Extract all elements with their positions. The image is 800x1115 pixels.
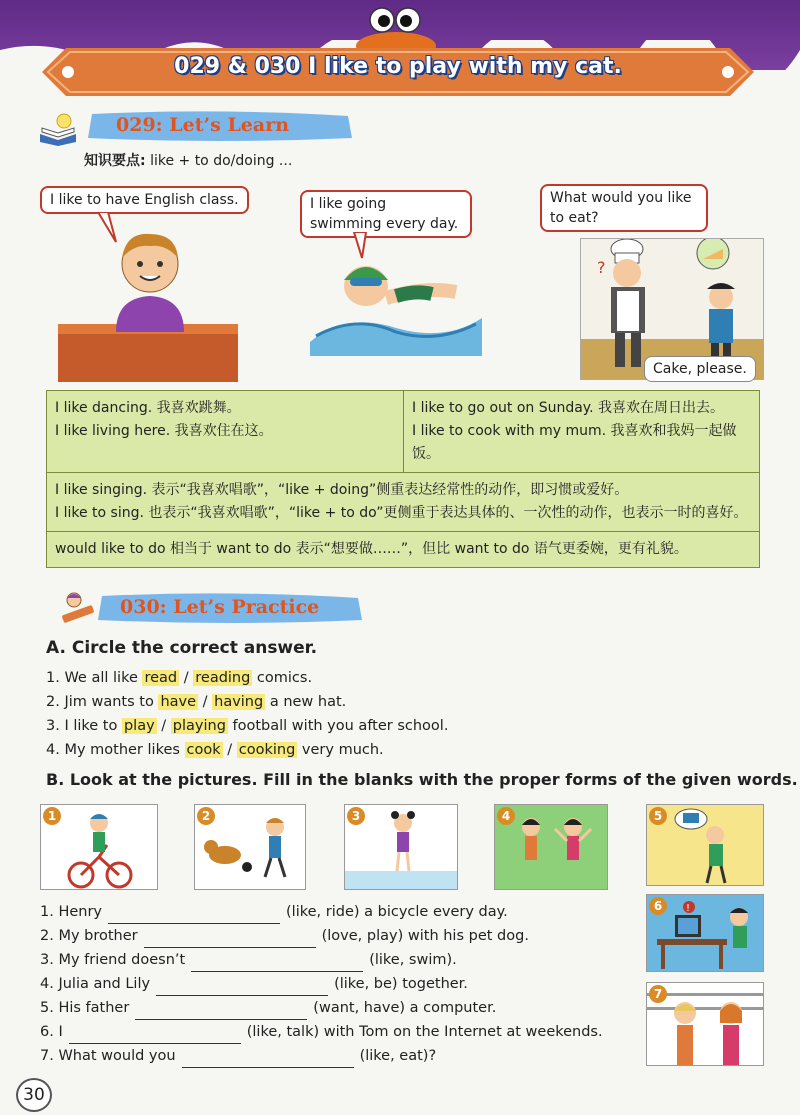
svg-text:!: !: [686, 903, 691, 914]
part-a-heading: A. Circle the correct answer.: [46, 638, 318, 658]
picture-5-computer: [646, 804, 764, 886]
learn-section-label: 029: Let’s Learn: [116, 114, 290, 136]
question-text: very much.: [297, 742, 384, 758]
picture-6-internet: [646, 894, 764, 972]
question-hint: (like, swim).: [369, 952, 457, 968]
question-item: [46, 738, 448, 762]
question-text: 4. Julia and Lily: [40, 976, 151, 992]
option-separator: /: [222, 742, 237, 758]
page-title: 029 & 030 I like to play with my cat.: [174, 54, 622, 79]
example-line: I like dancing. 我喜欢跳舞。: [55, 400, 241, 416]
answer-option[interactable]: reading: [195, 670, 251, 686]
question-hint: (like, talk) with Tom on the Internet at weekends.: [246, 1024, 603, 1040]
part-a-questions: [46, 666, 448, 762]
answer-option[interactable]: playing: [172, 718, 226, 734]
question-text: 3. My friend doesn’t: [40, 952, 186, 968]
explanation-line: I like to sing. 也表示“我喜欢唱歌”，“like + to do”更侧重于表达具体的、一次性的动作，也表示一时的喜好。: [55, 505, 748, 521]
question-text: 2. My brother: [40, 928, 138, 944]
answer-option[interactable]: cooking: [238, 742, 296, 758]
practice-section-label: 030: Let’s Practice: [120, 596, 320, 618]
option-separator: /: [198, 694, 213, 710]
swimmer-illustration: [306, 232, 486, 362]
key-points-text: like + to do/doing ...: [150, 153, 293, 169]
part-b-questions: [40, 900, 640, 1068]
question-hint: (like, ride) a bicycle every day.: [286, 904, 508, 920]
grammar-cell-todo-examples: [403, 391, 759, 472]
question-hint: (love, play) with his pet dog.: [321, 928, 529, 944]
question-text: 4. My mother likes: [46, 742, 185, 758]
grammar-cell-doing-examples: [47, 391, 403, 472]
example-line: I like to go out on Sunday. 我喜欢在周日出去。: [412, 400, 724, 416]
practice-section-header: [96, 592, 364, 624]
answer-blank[interactable]: [182, 1051, 354, 1068]
example-line: I like living here. 我喜欢住在这。: [55, 423, 273, 439]
answer-option[interactable]: having: [214, 694, 264, 710]
speech-bubble-chef: What would you like to eat?: [540, 184, 708, 232]
question-text: comics.: [252, 670, 313, 686]
picture-number: 1: [43, 807, 61, 825]
teacher-illustration: [56, 212, 256, 384]
speech-bubble-teacher: I like to have English class.: [40, 186, 249, 214]
answer-option[interactable]: have: [160, 694, 197, 710]
answer-blank[interactable]: [69, 1027, 241, 1044]
fill-item: [40, 996, 640, 1020]
question-hint: (want, have) a computer.: [313, 1000, 497, 1016]
key-points: [84, 150, 292, 170]
answer-blank[interactable]: [135, 1003, 307, 1020]
book-lightbulb-icon: [38, 112, 82, 146]
question-text: 5. His father: [40, 1000, 130, 1016]
question-text: football with you after school.: [227, 718, 449, 734]
fill-item: [40, 924, 640, 948]
answer-blank[interactable]: [108, 907, 280, 924]
answer-option[interactable]: read: [144, 670, 178, 686]
fill-item: [40, 972, 640, 996]
picture-2-dog: [194, 804, 306, 890]
picture-3-swim: [344, 804, 458, 890]
key-points-label: 知识要点:: [84, 153, 146, 169]
picture-number: 4: [497, 807, 515, 825]
learn-section-header: [86, 110, 354, 142]
fill-item: [40, 1020, 640, 1044]
question-text: 1. Henry: [40, 904, 103, 920]
grammar-row-would-like: [47, 532, 759, 567]
svg-text:?: ?: [597, 258, 606, 277]
grammar-row-examples: [47, 391, 759, 473]
fill-item: [40, 900, 640, 924]
answer-option[interactable]: play: [123, 718, 155, 734]
picture-number: 6: [649, 897, 667, 915]
fill-item: [40, 948, 640, 972]
question-item: [46, 666, 448, 690]
grammar-cell-explanation: [47, 473, 759, 531]
question-text: 1. We all like: [46, 670, 143, 686]
picture-number: 2: [197, 807, 215, 825]
picture-4-girls: [494, 804, 608, 890]
question-text: 6. I: [40, 1024, 63, 1040]
question-text: 3. I like to: [46, 718, 122, 734]
answer-blank[interactable]: [144, 931, 316, 948]
picture-7-food: [646, 982, 764, 1066]
page-number: 30: [16, 1078, 52, 1112]
grammar-row-explanation: [47, 473, 759, 532]
picture-number: 5: [649, 807, 667, 825]
picture-1-bicycle: [40, 804, 158, 890]
question-text: 7. What would you: [40, 1048, 176, 1064]
speech-bubble-boy: Cake, please.: [644, 356, 756, 382]
picture-number: 7: [649, 985, 667, 1003]
question-text: a new hat.: [265, 694, 347, 710]
speech-bubble-swimmer: I like going swimming every day.: [300, 190, 472, 238]
answer-option[interactable]: cook: [186, 742, 221, 758]
fill-item: [40, 1044, 640, 1068]
example-line: I like to cook with my mum. 我喜欢和我妈一起做饭。: [412, 423, 737, 462]
grammar-cell-would-like: would like to do 相当于 want to do 表示“想要做……”，但比 want to do 语气更委婉，更有礼貌。: [47, 532, 759, 567]
option-separator: /: [179, 670, 194, 686]
grammar-table: [46, 390, 760, 568]
question-item: [46, 714, 448, 738]
question-item: [46, 690, 448, 714]
picture-number: 3: [347, 807, 365, 825]
answer-blank[interactable]: [191, 955, 363, 972]
option-separator: /: [156, 718, 171, 734]
answer-blank[interactable]: [156, 979, 328, 996]
question-text: 2. Jim wants to: [46, 694, 159, 710]
pencil-kid-icon: [58, 590, 98, 624]
question-hint: (like, be) together.: [334, 976, 468, 992]
question-hint: (like, eat)?: [359, 1048, 437, 1064]
explanation-line: I like singing. 表示“我喜欢唱歌”，“like + doing”侧重表达经常性的动作，即习惯或爱好。: [55, 482, 629, 498]
part-b-heading: B. Look at the pictures. Fill in the blanks with the proper forms of the given words.: [46, 770, 798, 789]
